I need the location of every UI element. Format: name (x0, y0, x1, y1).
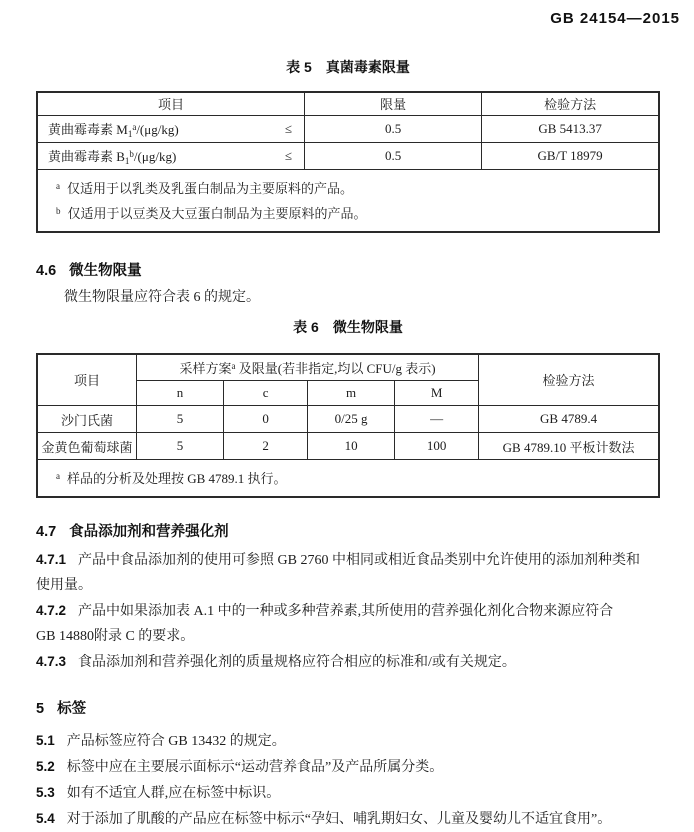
footnote-marker: a (132, 121, 137, 132)
table5-caption-text: 真菌毒素限量 (325, 59, 410, 75)
table6-method: GB 4789.4 (479, 406, 659, 433)
table6-row (37, 433, 659, 460)
table6-col-c: c (224, 381, 308, 406)
sampling-text: 及限量(若非指定,均以 CFU/g 表示) (235, 360, 436, 376)
section-number: 4.6 (36, 262, 57, 279)
table5-col-limit: 限量 (304, 92, 481, 115)
footnote (56, 200, 650, 225)
item-subscript: 1 (124, 155, 130, 166)
table5-caption (36, 57, 660, 77)
table6-method: GB 4789.10 平板计数法 (479, 433, 659, 460)
table5-footnotes (37, 169, 659, 232)
clause-number: 5.1 (36, 733, 55, 748)
section-5-clauses (36, 728, 660, 832)
footnote-marker: b (56, 205, 61, 216)
clause-text: 产品中食品添加剂的使用可参照 GB 2760 中相同或相近食品类别中允许使用的添加剂种类和 (78, 553, 640, 568)
less-equal-sign: ≤ (284, 120, 292, 136)
table5-row (37, 142, 659, 169)
table5-col-item: 项目 (37, 92, 304, 115)
section-number: 5 (36, 701, 45, 717)
footnote-marker: a (231, 360, 236, 371)
footnote (56, 465, 650, 490)
clause-text: 标签中应在主要展示面标示“运动营养食品”及产品所属分类。 (66, 760, 444, 775)
table6-footnote-row (37, 460, 659, 498)
table5 (36, 91, 660, 233)
clause-4-7-1-cont: 使用量。 (36, 578, 92, 593)
section-4-6-body: 微生物限量应符合表 6 的规定。 (64, 289, 260, 305)
clause-number: 4.7.3 (36, 654, 67, 669)
clause-number: 5.3 (36, 785, 55, 800)
clause-number: 4.7.1 (36, 552, 67, 567)
table6-c: 0 (224, 406, 308, 433)
section-4-6-heading (36, 259, 660, 280)
clause-5-1 (36, 728, 660, 754)
table6-caption-label: 表 6 (293, 318, 319, 335)
table6-c: 2 (224, 433, 308, 460)
clause-number: 4.7.2 (36, 603, 67, 618)
table5-item-cell (37, 142, 304, 169)
clause-5-3 (36, 780, 660, 806)
table6-caption-text: 微生物限量 (332, 318, 403, 335)
section-4-7-heading (36, 520, 660, 541)
section-5-heading (36, 697, 660, 718)
clause-text: 食品添加剂和营养强化剂的质量规格应符合相应的标准和/或有关规定。 (78, 655, 516, 670)
table6-col-m: m (308, 381, 395, 406)
item-unit: /(μg/kg) (136, 121, 179, 137)
page-content (0, 57, 694, 832)
footnote (56, 175, 650, 200)
table5-item-cell (37, 115, 304, 142)
clause-text: 产品中如果添加表 A.1 中的一种或多种营养素,其所使用的营养强化剂化合物来源应符合 (78, 604, 614, 619)
table6-n: 5 (137, 406, 224, 433)
table5-method-value: GB 5413.37 (482, 115, 659, 142)
table6-caption (36, 317, 660, 337)
table6-M: — (395, 406, 479, 433)
table6-col-item: 项目 (37, 354, 137, 406)
section-title: 标签 (57, 701, 87, 717)
item-text: 黄曲霉毒素 M (48, 121, 128, 137)
section-4-7-clauses (36, 547, 660, 675)
table5-footnote-row (37, 169, 659, 232)
footnote-marker: a (56, 471, 60, 481)
clause-5-2 (36, 754, 660, 780)
footnote-marker: a (56, 180, 60, 191)
section-title: 食品添加剂和营养强化剂 (69, 524, 229, 540)
table6-item: 金黄色葡萄球菌 (37, 433, 137, 460)
table5-limit-value: 0.5 (304, 115, 481, 142)
table6 (36, 353, 660, 499)
table6-col-method: 检验方法 (479, 354, 659, 406)
clause-number: 5.2 (36, 759, 55, 774)
less-equal-sign: ≤ (284, 147, 292, 163)
footnote-text: 样品的分析及处理按 GB 4789.1 执行。 (67, 471, 287, 486)
section-number: 4.7 (36, 524, 57, 540)
table5-header-row (37, 92, 659, 115)
item-subscript: 1 (127, 128, 133, 139)
clause-4-7-2-cont: GB 14880附录 C 的要求。 (36, 629, 195, 644)
item-unit: /(μg/kg) (133, 148, 177, 164)
table6-footnotes (37, 460, 659, 498)
table5-col-method: 检验方法 (482, 92, 659, 115)
table6-col-n: n (137, 381, 224, 406)
clause-number: 5.4 (36, 811, 55, 826)
table5-limit-value: 0.5 (304, 142, 481, 169)
table6-item: 沙门氏菌 (37, 406, 137, 433)
table6-col-M: M (395, 381, 479, 406)
sampling-text: 采样方案 (179, 360, 232, 376)
clause-5-4 (36, 806, 660, 832)
table5-item-name (48, 146, 176, 166)
clause-4-7-1 (36, 547, 660, 573)
table5-item-name (48, 119, 179, 139)
table5-method-value: GB/T 18979 (482, 142, 659, 169)
table6-m: 0/25 g (308, 406, 395, 433)
table6-m: 10 (308, 433, 395, 460)
section-title: 微生物限量 (69, 262, 142, 279)
clause-4-7-2 (36, 598, 660, 624)
footnote-marker: b (129, 148, 134, 159)
table5-row (37, 115, 659, 142)
clause-text: 对于添加了肌酸的产品应在标签中标示“孕妇、哺乳期妇女、儿童及婴幼儿不适宜食用”。 (66, 812, 612, 827)
table6-header-row-1 (37, 354, 659, 381)
clause-text: 如有不适宜人群,应在标签中标识。 (66, 786, 281, 801)
table5-caption-label: 表 5 (286, 59, 312, 75)
clause-4-7-3 (36, 649, 660, 675)
table6-row (37, 406, 659, 433)
footnote-text: 仅适用于以乳类及乳蛋白制品为主要原料的产品。 (67, 180, 354, 196)
table6-M: 100 (395, 433, 479, 460)
clause-text: 产品标签应符合 GB 13432 的规定。 (66, 734, 286, 749)
table6-n: 5 (137, 433, 224, 460)
doc-number: GB 24154—2015 (550, 10, 680, 27)
item-text: 黄曲霉毒素 B (48, 148, 125, 164)
footnote-text: 仅适用于以豆类及大豆蛋白制品为主要原料的产品。 (67, 205, 367, 221)
table6-sampling-header (137, 354, 479, 381)
